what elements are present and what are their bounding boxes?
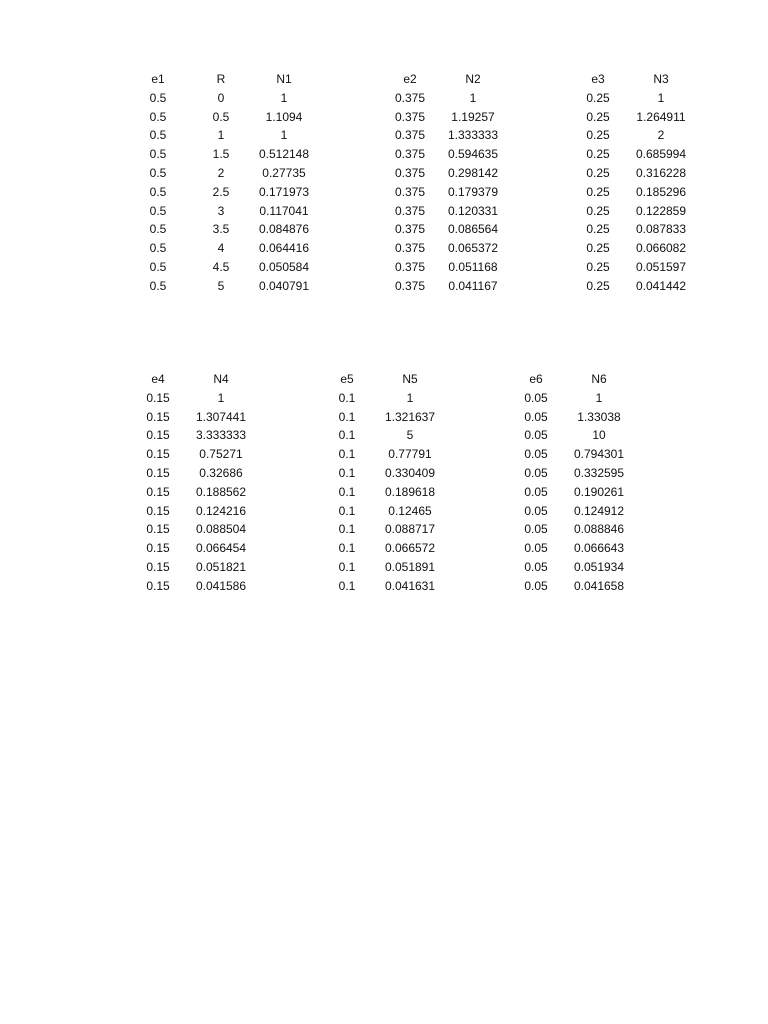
table-cell: 1: [595, 390, 603, 405]
table-cell: 0.041586: [195, 578, 247, 593]
table-cell: 0.25: [586, 222, 610, 237]
table-cell: 1.19257: [451, 109, 495, 124]
table-cell: 0.122859: [635, 203, 687, 218]
table-cell: 0.189618: [384, 484, 436, 499]
table-cell: 0.185296: [635, 184, 687, 199]
table-cell: 3.5: [212, 222, 230, 237]
table-cell: 0.084876: [258, 222, 310, 237]
table-cell: 0.05: [524, 522, 548, 537]
table-cell: 0.117041: [259, 203, 309, 218]
table-cell: 0.25: [586, 241, 610, 256]
table-cell: 3.333333: [195, 428, 247, 443]
table-cell: 0.05: [524, 447, 548, 462]
column-header: N6: [591, 372, 607, 386]
table-cell: 4.5: [212, 260, 230, 274]
table-cell: 0.25: [586, 166, 610, 180]
table-cell: 4: [217, 241, 225, 256]
table-cell: 0.15: [146, 541, 170, 556]
table-cell: 0.064416: [258, 241, 310, 256]
table-cell: 0.25: [586, 203, 610, 218]
table-cell: 0.1: [338, 541, 356, 556]
table-cell: 2.5: [212, 184, 230, 199]
table-cell: 0.190261: [573, 484, 625, 499]
table-cell: 5: [406, 428, 414, 443]
table-cell: 0.5: [149, 260, 167, 274]
table-cell: 1: [217, 390, 225, 405]
table-cell: 0.040791: [258, 278, 310, 293]
table-cell: 0.15: [146, 390, 170, 405]
table-cell: 0.066643: [573, 541, 625, 556]
table-cell: 0.1: [338, 484, 356, 499]
table-cell: 0.5: [149, 166, 167, 180]
table-cell: 0.25: [586, 109, 610, 124]
table-cell: 0.5: [149, 222, 167, 237]
table-cell: 0.05: [524, 484, 548, 499]
column-header: N3: [653, 72, 669, 86]
table-cell: 0.1: [338, 466, 356, 480]
table-cell: 0.5: [149, 184, 167, 199]
table-cell: 0.594635: [447, 147, 499, 162]
table-cell: 0.086564: [447, 222, 499, 237]
table-cell: 1.264911: [636, 109, 686, 124]
table-cell: 0.1: [338, 428, 356, 443]
table-cell: 1.307441: [195, 409, 247, 424]
table-cell: 0.088717: [384, 522, 436, 537]
table-cell: 0.375: [394, 278, 426, 293]
table-cell: 0.041631: [384, 578, 436, 593]
table-cell: 0.065372: [447, 241, 499, 256]
table-cell: 0.1: [338, 560, 356, 574]
table-cell: 0.12465: [388, 503, 432, 518]
table-cell: 0.1: [338, 390, 356, 405]
table-cell: 0.375: [394, 109, 426, 124]
column-header: N5: [402, 372, 418, 386]
table-cell: 0.051168: [448, 260, 498, 274]
table-cell: 0.375: [394, 184, 426, 199]
table-cell: 1: [217, 128, 225, 143]
table-cell: 0.375: [394, 166, 426, 180]
table-cell: 1.5: [212, 147, 230, 162]
table-cell: 0.1: [338, 409, 356, 424]
table-cell: 0.794301: [573, 447, 625, 462]
table-cell: 1: [280, 90, 288, 105]
table-cell: 0.298142: [447, 166, 499, 180]
table-cell: 0.25: [586, 128, 610, 143]
table-cell: 0.32686: [199, 466, 243, 480]
table-cell: 0.512148: [258, 147, 310, 162]
table-cell: 0.15: [146, 578, 170, 593]
table-cell: 0.066082: [635, 241, 687, 256]
table-cell: 0.332595: [573, 466, 625, 480]
table-cell: 0.15: [146, 560, 170, 574]
column-header: e3: [591, 72, 605, 86]
table-cell: 0.066572: [384, 541, 436, 556]
table-cell: 0.5: [149, 147, 167, 162]
table-cell: 0.15: [146, 503, 170, 518]
column-header: N1: [276, 72, 292, 86]
column-header: e6: [529, 372, 543, 386]
column-header: N4: [213, 372, 229, 386]
table-cell: 0.375: [394, 128, 426, 143]
table-cell: 0.05: [524, 390, 548, 405]
table-cell: 0.27735: [262, 166, 306, 180]
table-cell: 0.179379: [447, 184, 499, 199]
table-cell: 0.375: [394, 147, 426, 162]
table-cell: 2: [217, 166, 225, 180]
table-cell: 0.041167: [448, 278, 498, 293]
table-cell: 0.5: [149, 278, 167, 293]
table-cell: 0.066454: [195, 541, 247, 556]
table-cell: 0.25: [586, 260, 610, 274]
table-cell: 0.5: [149, 241, 167, 256]
table-cell: 0.05: [524, 409, 548, 424]
table-cell: 10: [592, 428, 606, 443]
table-cell: 0.25: [586, 90, 610, 105]
table-cell: 0.05: [524, 560, 548, 574]
table-cell: 0.05: [524, 578, 548, 593]
table-cell: 0.15: [146, 447, 170, 462]
table-cell: 0.120331: [447, 203, 499, 218]
table-cell: 0.051891: [384, 560, 436, 574]
table-cell: 1.1094: [265, 109, 303, 124]
table-cell: 0.05: [524, 503, 548, 518]
table-cell: 5: [217, 278, 225, 293]
column-header: e5: [340, 372, 354, 386]
table-cell: 3: [217, 203, 225, 218]
table-cell: 0.051934: [573, 560, 625, 574]
table-cell: 0.5: [149, 128, 167, 143]
table-cell: 0.051821: [195, 560, 247, 574]
table-cell: 0.375: [394, 260, 426, 274]
table-cell: 0.375: [394, 90, 426, 105]
table-cell: 0.15: [146, 522, 170, 537]
table-cell: 0.75271: [199, 447, 243, 462]
table-cell: 0.041658: [573, 578, 625, 593]
table-cell: 0.124912: [573, 503, 625, 518]
table-cell: 0.5: [149, 90, 167, 105]
table-cell: 0.316228: [635, 166, 687, 180]
table-cell: 0.685994: [635, 147, 687, 162]
column-header: e4: [151, 372, 165, 386]
table-cell: 0.25: [586, 147, 610, 162]
table-cell: 0.05: [524, 428, 548, 443]
table-cell: 0.087833: [635, 222, 687, 237]
column-header: R: [216, 72, 226, 86]
table-cell: 1: [469, 90, 477, 105]
table-cell: 1: [280, 128, 288, 143]
table-cell: 0.375: [394, 241, 426, 256]
table-cell: 0.77791: [388, 447, 432, 462]
table-cell: 0.124216: [195, 503, 247, 518]
table-cell: 0.15: [146, 484, 170, 499]
table-cell: 1.321637: [384, 409, 436, 424]
table-cell: 0.25: [586, 184, 610, 199]
table-cell: 0.041442: [635, 278, 687, 293]
table-cell: 0.25: [586, 278, 610, 293]
table-cell: 0: [217, 90, 225, 105]
column-header: N2: [465, 72, 481, 86]
table-cell: 0.375: [394, 222, 426, 237]
column-header: e1: [151, 72, 165, 86]
table-cell: 0.1: [338, 578, 356, 593]
table-cell: 1: [657, 90, 665, 105]
table-cell: 0.088846: [573, 522, 625, 537]
table-cell: 0.051597: [635, 260, 687, 274]
table-cell: 0.1: [338, 503, 356, 518]
table-cell: 0.15: [146, 409, 170, 424]
table-cell: 0.15: [146, 466, 170, 480]
table-cell: 2: [657, 128, 665, 143]
table-cell: 0.5: [149, 203, 167, 218]
table-cell: 1.333333: [447, 128, 499, 143]
table-cell: 0.15: [146, 428, 170, 443]
table-cell: 0.188562: [195, 484, 247, 499]
table-cell: 0.330409: [384, 466, 436, 480]
table-cell: 0.1: [338, 447, 356, 462]
table-cell: 0.375: [394, 203, 426, 218]
table-cell: 0.5: [149, 109, 167, 124]
table-cell: 0.5: [212, 109, 230, 124]
table-cell: 0.088504: [195, 522, 247, 537]
table-cell: 0.171973: [258, 184, 310, 199]
table-cell: 0.05: [524, 466, 548, 480]
table-cell: 0.050584: [258, 260, 310, 274]
table-cell: 0.05: [524, 541, 548, 556]
table-cell: 1.33038: [577, 409, 621, 424]
column-header: e2: [403, 72, 417, 86]
table-cell: 0.1: [338, 522, 356, 537]
table-cell: 1: [406, 390, 414, 405]
